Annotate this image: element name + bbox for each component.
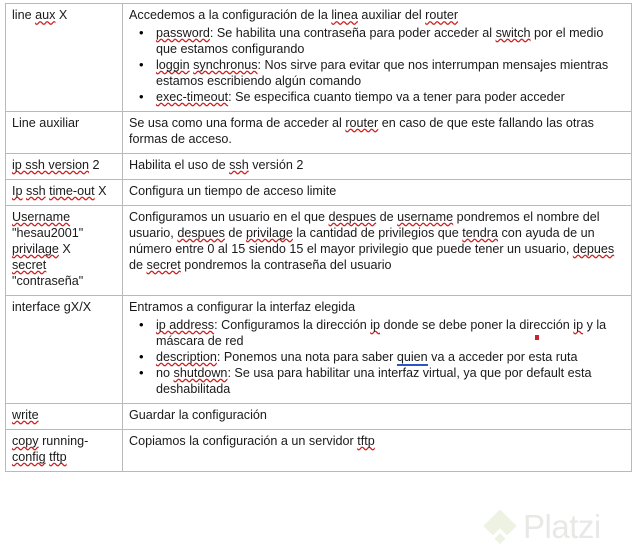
spellcheck-word: tftp [49, 449, 67, 464]
command-cell [6, 205, 123, 295]
description-cell [123, 295, 632, 403]
description-cell [123, 111, 632, 153]
description-bullets [129, 318, 626, 398]
spellcheck-word: tftp [357, 433, 375, 448]
table-row [6, 179, 632, 205]
spellcheck-word: time-out [49, 183, 95, 198]
commands-table [5, 3, 632, 472]
description-cell [123, 429, 632, 471]
description-lead: Copiamos la configuración a un servidor tftp [129, 433, 375, 448]
spellcheck-word: ip [573, 317, 584, 332]
spellcheck-word: Ip [12, 183, 23, 198]
command-name [12, 408, 117, 424]
command-name: Ip ssh time-out X [12, 183, 107, 198]
description-cell [123, 4, 632, 112]
description-bullets [129, 26, 626, 106]
spellcheck-word: loggin [156, 57, 190, 72]
spellcheck-word: copy [12, 433, 39, 448]
spellcheck-word: despues [177, 225, 225, 240]
spellcheck-word: Username [12, 209, 71, 224]
commands-table-body [6, 4, 632, 472]
list-item: • description: Ponemos una nota para saber quien va a acceder por esta ruta [129, 350, 626, 366]
spellcheck-word: write [12, 407, 39, 422]
command-cell [6, 111, 123, 153]
description-cell [123, 205, 632, 295]
spellcheck-word: router [345, 115, 379, 130]
spellcheck-word: linea [331, 8, 358, 22]
table-row [6, 403, 632, 429]
command-cell [6, 295, 123, 403]
spellcheck-word: config [12, 449, 46, 464]
list-item: • loggin synchronus: Nos sirve para evitar que nos interrumpan mensajes mientras estamos escribiendo algún comando [129, 58, 626, 90]
spellcheck-word: tendra [462, 225, 499, 240]
spellcheck-word: shutdown [173, 365, 228, 380]
command-name: Line auxiliar [12, 115, 80, 130]
spellcheck-word: secret [12, 257, 47, 272]
spellcheck-word: aux [35, 8, 56, 22]
command-cell [6, 4, 123, 112]
spellcheck-word: ssh [229, 157, 249, 172]
description-lead: Configura un tiempo de acceso limite [129, 183, 337, 198]
list-item: • exec-timeout: Se especifica cuanto tiempo va a tener para poder acceder [129, 90, 626, 106]
description-lead: Habilita el uso de ssh versión 2 [129, 157, 304, 172]
list-item: • no shutdown: Se usa para habilitar una interfaz virtual, ya que por default esta deshabilitada [129, 366, 626, 398]
description-lead: Guardar la configuración [129, 407, 267, 422]
list-item: • ip address: Configuramos la dirección ip donde se debe poner la dirección ip y la máscara de red [129, 318, 626, 350]
spellcheck-word: exec-timeout [156, 89, 229, 104]
spellcheck-word: switch [495, 25, 531, 40]
description-cell [123, 153, 632, 179]
spellcheck-word: despues [328, 209, 377, 224]
spellcheck-word: ip address [156, 317, 215, 332]
command-name: ip ssh version 2 [12, 157, 100, 172]
description-lead: Se usa como una forma de acceder al router en caso de que este fallando las otras formas de acceso. [129, 115, 594, 146]
command-name: copy running- config tftp [12, 433, 89, 464]
list-item: • password: Se habilita una contraseña para poder acceder al switch por el medio que estamos configurando [129, 26, 626, 58]
spellcheck-word: privilage [245, 225, 293, 240]
grammar-word: quien [396, 349, 428, 364]
table-row [6, 205, 632, 295]
spellcheck-word: ip [370, 317, 381, 332]
spellcheck-word: depues [572, 241, 615, 256]
spellcheck-word: router [425, 8, 459, 22]
platzi-wordmark: Platzi [523, 507, 601, 545]
platzi-diamond-icon [481, 507, 519, 545]
description-lead: Configuramos un usuario en el que despues de username pondremos el nombre del usuario, despues de privilage la cantidad de privilegios que tendra con ayuda de un número entre 0 al 15 siendo 15 el mayor privilegio que puede tener un usuario, depues de secret pondremos la contraseña del usuario [129, 209, 615, 272]
red-comment-mark [535, 335, 539, 340]
command-cell [6, 153, 123, 179]
spellcheck-word: description [156, 349, 217, 364]
description-cell [123, 403, 632, 429]
table-row [6, 111, 632, 153]
spellcheck-word: ip ssh version [12, 157, 89, 172]
spellcheck-word: ssh [26, 183, 46, 198]
spellcheck-word: password [156, 25, 210, 40]
table-row [6, 295, 632, 403]
spellcheck-word: secret [146, 257, 181, 272]
command-name: Username "hesau2001" privilage X secret "contraseña" [12, 209, 84, 288]
command-cell [6, 179, 123, 205]
platzi-watermark [481, 503, 631, 549]
description-cell [123, 179, 632, 205]
spellcheck-word: privilage [12, 241, 59, 256]
table-row [6, 429, 632, 471]
spellcheck-word: synchronus [193, 57, 258, 72]
description-lead: Entramos a configurar la interfaz elegida [129, 299, 356, 314]
spellcheck-word: username [397, 209, 454, 224]
table-row [6, 4, 632, 112]
table-row [6, 153, 632, 179]
description-lead: Accedemos a la configuración de la linea auxiliar del router [129, 8, 459, 22]
command-cell [6, 403, 123, 429]
command-cell [6, 429, 123, 471]
command-name: line aux X [12, 8, 68, 22]
command-name: interface gX/X [12, 299, 92, 314]
